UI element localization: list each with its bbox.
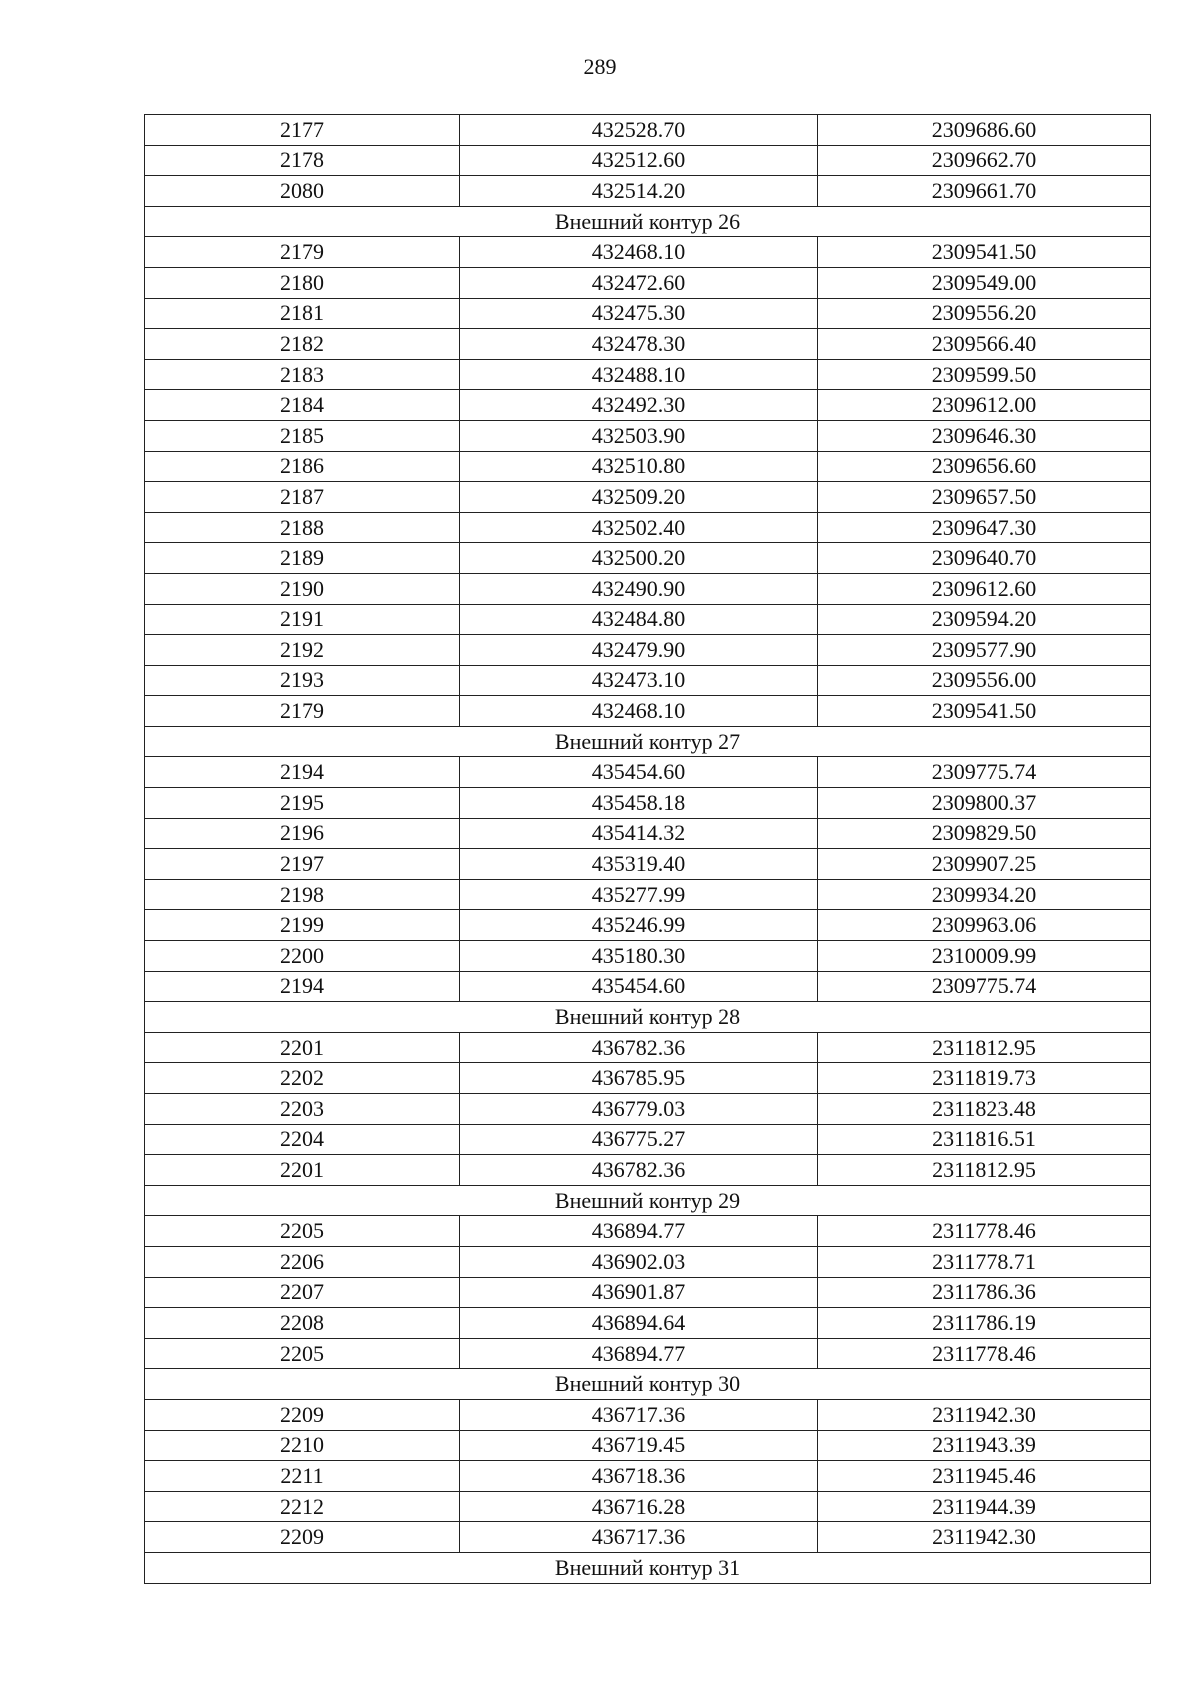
- y-coordinate-cell: 2309541.50: [818, 696, 1151, 727]
- table-row: [145, 512, 1151, 543]
- contour-header-row: [145, 206, 1151, 237]
- point-number-cell: 2208: [145, 1308, 460, 1339]
- table-row: [145, 482, 1151, 513]
- y-coordinate-cell: 2309556.00: [818, 665, 1151, 696]
- y-coordinate-cell: 2311816.51: [818, 1124, 1151, 1155]
- x-coordinate-cell: 435454.60: [460, 971, 818, 1002]
- x-coordinate-cell: 432484.80: [460, 604, 818, 635]
- x-coordinate-cell: 436894.77: [460, 1216, 818, 1247]
- x-coordinate-cell: 432468.10: [460, 237, 818, 268]
- point-number-cell: 2194: [145, 971, 460, 1002]
- contour-header-label: Внешний контур 30: [145, 1369, 1151, 1400]
- point-number-cell: 2187: [145, 482, 460, 513]
- y-coordinate-cell: 2311942.30: [818, 1399, 1151, 1430]
- table-row: [145, 879, 1151, 910]
- x-coordinate-cell: 436719.45: [460, 1430, 818, 1461]
- x-coordinate-cell: 432488.10: [460, 359, 818, 390]
- x-coordinate-cell: 436902.03: [460, 1246, 818, 1277]
- y-coordinate-cell: 2309640.70: [818, 543, 1151, 574]
- table-row: [145, 1308, 1151, 1339]
- y-coordinate-cell: 2309612.00: [818, 390, 1151, 421]
- y-coordinate-cell: 2309686.60: [818, 115, 1151, 146]
- contour-header-label: Внешний контур 28: [145, 1002, 1151, 1033]
- table-row: [145, 788, 1151, 819]
- point-number-cell: 2189: [145, 543, 460, 574]
- point-number-cell: 2193: [145, 665, 460, 696]
- x-coordinate-cell: 435454.60: [460, 757, 818, 788]
- table-row: [145, 390, 1151, 421]
- x-coordinate-cell: 435277.99: [460, 879, 818, 910]
- y-coordinate-cell: 2311819.73: [818, 1063, 1151, 1094]
- table-row: [145, 329, 1151, 360]
- point-number-cell: 2194: [145, 757, 460, 788]
- table-row: [145, 1094, 1151, 1125]
- table-row: [145, 451, 1151, 482]
- point-number-cell: 2182: [145, 329, 460, 360]
- x-coordinate-cell: 436779.03: [460, 1094, 818, 1125]
- y-coordinate-cell: 2309829.50: [818, 818, 1151, 849]
- x-coordinate-cell: 436782.36: [460, 1032, 818, 1063]
- point-number-cell: 2212: [145, 1491, 460, 1522]
- x-coordinate-cell: 432502.40: [460, 512, 818, 543]
- coordinates-table-body: [145, 115, 1151, 1584]
- x-coordinate-cell: 436894.64: [460, 1308, 818, 1339]
- point-number-cell: 2192: [145, 635, 460, 666]
- x-coordinate-cell: 432475.30: [460, 298, 818, 329]
- x-coordinate-cell: 435319.40: [460, 849, 818, 880]
- x-coordinate-cell: 432478.30: [460, 329, 818, 360]
- table-row: [145, 1032, 1151, 1063]
- table-row: [145, 604, 1151, 635]
- point-number-cell: 2188: [145, 512, 460, 543]
- x-coordinate-cell: 436775.27: [460, 1124, 818, 1155]
- page-number: 289: [583, 54, 617, 79]
- point-number-cell: 2183: [145, 359, 460, 390]
- x-coordinate-cell: 432509.20: [460, 482, 818, 513]
- x-coordinate-cell: 432514.20: [460, 176, 818, 207]
- y-coordinate-cell: 2311778.71: [818, 1246, 1151, 1277]
- point-number-cell: 2185: [145, 420, 460, 451]
- point-number-cell: 2179: [145, 237, 460, 268]
- x-coordinate-cell: 432503.90: [460, 420, 818, 451]
- x-coordinate-cell: 436717.36: [460, 1399, 818, 1430]
- table-row: [145, 665, 1151, 696]
- point-number-cell: 2190: [145, 573, 460, 604]
- y-coordinate-cell: 2309577.90: [818, 635, 1151, 666]
- table-row: [145, 359, 1151, 390]
- table-row: [145, 910, 1151, 941]
- x-coordinate-cell: 436782.36: [460, 1155, 818, 1186]
- point-number-cell: 2198: [145, 879, 460, 910]
- point-number-cell: 2209: [145, 1399, 460, 1430]
- point-number-cell: 2205: [145, 1338, 460, 1369]
- y-coordinate-cell: 2309647.30: [818, 512, 1151, 543]
- table-row: [145, 115, 1151, 146]
- y-coordinate-cell: 2309646.30: [818, 420, 1151, 451]
- table-row: [145, 267, 1151, 298]
- y-coordinate-cell: 2309907.25: [818, 849, 1151, 880]
- point-number-cell: 2195: [145, 788, 460, 819]
- contour-header-row: [145, 1185, 1151, 1216]
- point-number-cell: 2210: [145, 1430, 460, 1461]
- y-coordinate-cell: 2311823.48: [818, 1094, 1151, 1125]
- point-number-cell: 2196: [145, 818, 460, 849]
- x-coordinate-cell: 435458.18: [460, 788, 818, 819]
- point-number-cell: 2199: [145, 910, 460, 941]
- table-row: [145, 573, 1151, 604]
- x-coordinate-cell: 435180.30: [460, 941, 818, 972]
- coordinates-table: [144, 114, 1151, 1584]
- y-coordinate-cell: 2309549.00: [818, 267, 1151, 298]
- y-coordinate-cell: 2309661.70: [818, 176, 1151, 207]
- x-coordinate-cell: 432472.60: [460, 267, 818, 298]
- y-coordinate-cell: 2311944.39: [818, 1491, 1151, 1522]
- table-row: [145, 237, 1151, 268]
- point-number-cell: 2201: [145, 1155, 460, 1186]
- y-coordinate-cell: 2309594.20: [818, 604, 1151, 635]
- table-row: [145, 1246, 1151, 1277]
- point-number-cell: 2181: [145, 298, 460, 329]
- y-coordinate-cell: 2309541.50: [818, 237, 1151, 268]
- y-coordinate-cell: 2311778.46: [818, 1338, 1151, 1369]
- contour-header-label: Внешний контур 31: [145, 1552, 1151, 1583]
- table-row: [145, 1399, 1151, 1430]
- table-row: [145, 298, 1151, 329]
- point-number-cell: 2202: [145, 1063, 460, 1094]
- point-number-cell: 2080: [145, 176, 460, 207]
- point-number-cell: 2180: [145, 267, 460, 298]
- x-coordinate-cell: 432510.80: [460, 451, 818, 482]
- table-row: [145, 696, 1151, 727]
- point-number-cell: 2209: [145, 1522, 460, 1553]
- x-coordinate-cell: 436718.36: [460, 1461, 818, 1492]
- table-row: [145, 543, 1151, 574]
- point-number-cell: 2211: [145, 1461, 460, 1492]
- table-row: [145, 1338, 1151, 1369]
- point-number-cell: 2197: [145, 849, 460, 880]
- x-coordinate-cell: 435414.32: [460, 818, 818, 849]
- y-coordinate-cell: 2311778.46: [818, 1216, 1151, 1247]
- table-row: [145, 1461, 1151, 1492]
- table-row: [145, 1063, 1151, 1094]
- table-row: [145, 635, 1151, 666]
- table-row: [145, 1216, 1151, 1247]
- y-coordinate-cell: 2309775.74: [818, 971, 1151, 1002]
- point-number-cell: 2201: [145, 1032, 460, 1063]
- y-coordinate-cell: 2311812.95: [818, 1155, 1151, 1186]
- point-number-cell: 2205: [145, 1216, 460, 1247]
- x-coordinate-cell: 432492.30: [460, 390, 818, 421]
- point-number-cell: 2178: [145, 145, 460, 176]
- contour-header-label: Внешний контур 26: [145, 206, 1151, 237]
- y-coordinate-cell: 2309934.20: [818, 879, 1151, 910]
- contour-header-label: Внешний контур 27: [145, 726, 1151, 757]
- x-coordinate-cell: 436901.87: [460, 1277, 818, 1308]
- y-coordinate-cell: 2311786.36: [818, 1277, 1151, 1308]
- point-number-cell: 2179: [145, 696, 460, 727]
- x-coordinate-cell: 432500.20: [460, 543, 818, 574]
- x-coordinate-cell: 432490.90: [460, 573, 818, 604]
- table-row: [145, 1430, 1151, 1461]
- table-row: [145, 420, 1151, 451]
- y-coordinate-cell: 2310009.99: [818, 941, 1151, 972]
- y-coordinate-cell: 2309612.60: [818, 573, 1151, 604]
- point-number-cell: 2206: [145, 1246, 460, 1277]
- x-coordinate-cell: 435246.99: [460, 910, 818, 941]
- point-number-cell: 2207: [145, 1277, 460, 1308]
- point-number-cell: 2184: [145, 390, 460, 421]
- contour-header-row: [145, 1369, 1151, 1400]
- y-coordinate-cell: 2309963.06: [818, 910, 1151, 941]
- table-row: [145, 1522, 1151, 1553]
- x-coordinate-cell: 432512.60: [460, 145, 818, 176]
- y-coordinate-cell: 2309656.60: [818, 451, 1151, 482]
- point-number-cell: 2203: [145, 1094, 460, 1125]
- y-coordinate-cell: 2311786.19: [818, 1308, 1151, 1339]
- table-row: [145, 145, 1151, 176]
- y-coordinate-cell: 2309657.50: [818, 482, 1151, 513]
- y-coordinate-cell: 2311942.30: [818, 1522, 1151, 1553]
- point-number-cell: 2200: [145, 941, 460, 972]
- x-coordinate-cell: 432473.10: [460, 665, 818, 696]
- x-coordinate-cell: 436785.95: [460, 1063, 818, 1094]
- table-row: [145, 757, 1151, 788]
- contour-header-label: Внешний контур 29: [145, 1185, 1151, 1216]
- table-row: [145, 971, 1151, 1002]
- table-row: [145, 1491, 1151, 1522]
- table-row: [145, 176, 1151, 207]
- table-row: [145, 941, 1151, 972]
- x-coordinate-cell: 432479.90: [460, 635, 818, 666]
- contour-header-row: [145, 1552, 1151, 1583]
- y-coordinate-cell: 2309775.74: [818, 757, 1151, 788]
- contour-header-row: [145, 726, 1151, 757]
- y-coordinate-cell: 2309800.37: [818, 788, 1151, 819]
- y-coordinate-cell: 2309566.40: [818, 329, 1151, 360]
- y-coordinate-cell: 2311945.46: [818, 1461, 1151, 1492]
- table-row: [145, 1155, 1151, 1186]
- point-number-cell: 2191: [145, 604, 460, 635]
- contour-header-row: [145, 1002, 1151, 1033]
- point-number-cell: 2204: [145, 1124, 460, 1155]
- table-row: [145, 849, 1151, 880]
- table-row: [145, 1277, 1151, 1308]
- point-number-cell: 2186: [145, 451, 460, 482]
- y-coordinate-cell: 2309662.70: [818, 145, 1151, 176]
- table-row: [145, 818, 1151, 849]
- x-coordinate-cell: 436717.36: [460, 1522, 818, 1553]
- y-coordinate-cell: 2311812.95: [818, 1032, 1151, 1063]
- table-row: [145, 1124, 1151, 1155]
- x-coordinate-cell: 436716.28: [460, 1491, 818, 1522]
- x-coordinate-cell: 432528.70: [460, 115, 818, 146]
- y-coordinate-cell: 2311943.39: [818, 1430, 1151, 1461]
- x-coordinate-cell: 436894.77: [460, 1338, 818, 1369]
- x-coordinate-cell: 432468.10: [460, 696, 818, 727]
- y-coordinate-cell: 2309556.20: [818, 298, 1151, 329]
- y-coordinate-cell: 2309599.50: [818, 359, 1151, 390]
- point-number-cell: 2177: [145, 115, 460, 146]
